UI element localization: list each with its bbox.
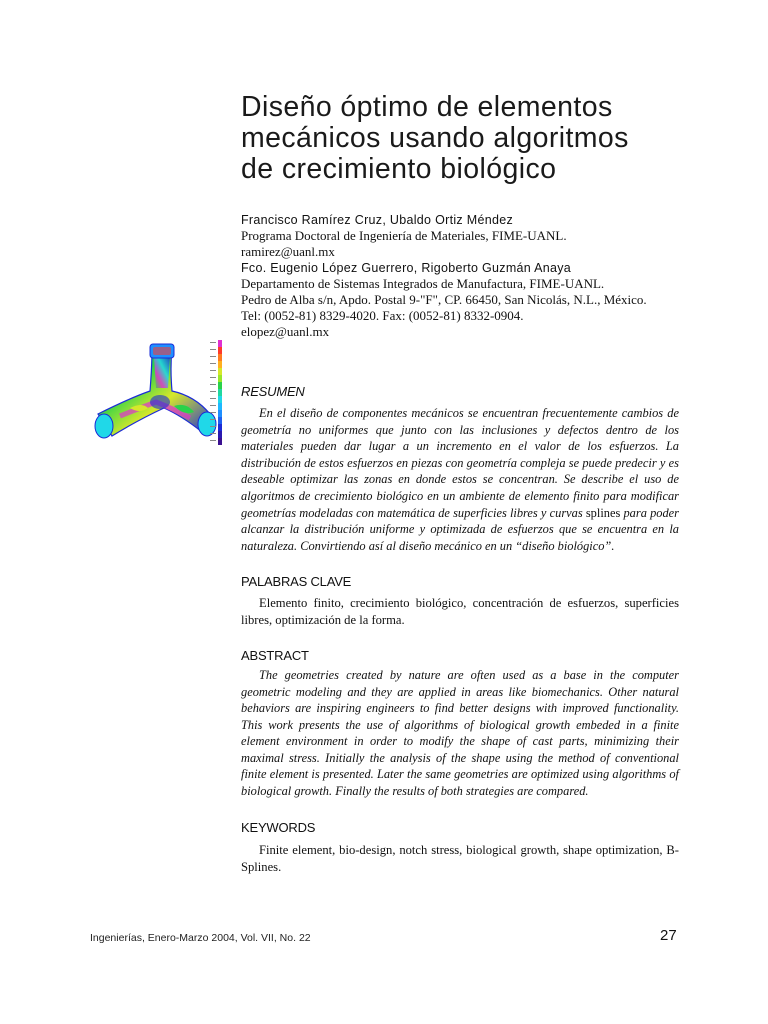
title-line: mecánicos usando algoritmos (241, 122, 629, 154)
author-names: Francisco Ramírez Cruz, Ubaldo Ortiz Méndez (241, 213, 514, 227)
resumen-heading: RESUMEN (241, 384, 305, 399)
resumen-text: para poder alcanzar la distribución uniforme y optimizada de esfuerzos que se encuentra en la naturaleza. Convirtiendo así al diseño mecánico en un “diseño biológico”. (241, 505, 679, 553)
author-block (241, 212, 681, 340)
affiliation: Departamento de Sistemas Integrados de Manufactura, FIME-UANL. (241, 276, 605, 291)
title-line: de crecimiento biológico (241, 153, 557, 185)
author-email: ramirez@uanl.mx (241, 244, 335, 259)
page-number: 27 (660, 927, 677, 944)
journal-footer: Ingenierías, Enero-Marzo 2004, Vol. VII, No. 22 (90, 932, 311, 944)
resumen-paragraph (241, 405, 679, 554)
palabras-clave-heading: PALABRAS CLAVE (241, 574, 352, 589)
postal-address: Pedro de Alba s/n, Apdo. Postal 9-"F", CP. 66450, San Nicolás, N.L., México. (241, 292, 647, 307)
phone-fax: Tel: (0052-81) 8329-4020. Fax: (0052-81) 8332-0904. (241, 308, 524, 323)
resumen-text: En el diseño de componentes mecánicos se encuentran frecuentemente cambios de geometría no uniformes que junto con las inclusiones y defectos dentro de los materiales pueden dar lugar a un incremento en el valor de los esfuerzos. La distribución de estos esfuerzos en piezas con geometría compleja se puede predecir y es deseable optimizar las zonas en donde estos se concentran. Se describe el uso de algoritmos de crecimiento biológico en un ambiente de elemento finito para modificar geometrías modeladas con matemática de superficies libres y curvas (241, 406, 679, 520)
author-email: elopez@uanl.mx (241, 324, 330, 339)
affiliation: Programa Doctoral de Ingeniería de Materiales, FIME-UANL. (241, 228, 567, 243)
title-line: Diseño óptimo de elementos (241, 91, 613, 123)
keywords-text: Finite element, bio-design, notch stress, biological growth, shape optimization, B-Splines. (241, 843, 679, 874)
abstract-heading: ABSTRACT (241, 648, 309, 663)
fem-part-shape (95, 344, 216, 438)
article-title (241, 92, 741, 185)
author-names: Fco. Eugenio López Guerrero, Rigoberto Guzmán Anaya (241, 261, 572, 275)
splines-term: splines (585, 505, 621, 520)
fem-stress-plot-image (90, 336, 240, 456)
abstract-paragraph: The geometries created by nature are often used as a base in the computer geometric modeling and they are applied in areas like biomechanics. Other natural behaviors are inspiring engineers to find better designs with improved functionality. This work presents the use of algorithms of biological growth embeded in a finite element environment in order to modify the shape of cast parts, minimizing their maximal stress. Initially the analysis of the shape using the method of conventional finite element is presented. Later the same geometries are optimized using algorithms of biological growth. Finally the results of both strategies are compared. (241, 668, 679, 798)
palabras-clave-text: Elemento finito, crecimiento biológico, concentración de esfuerzos, superficies libres, optimización de la forma. (241, 596, 679, 627)
keywords-heading: KEYWORDS (241, 820, 316, 835)
